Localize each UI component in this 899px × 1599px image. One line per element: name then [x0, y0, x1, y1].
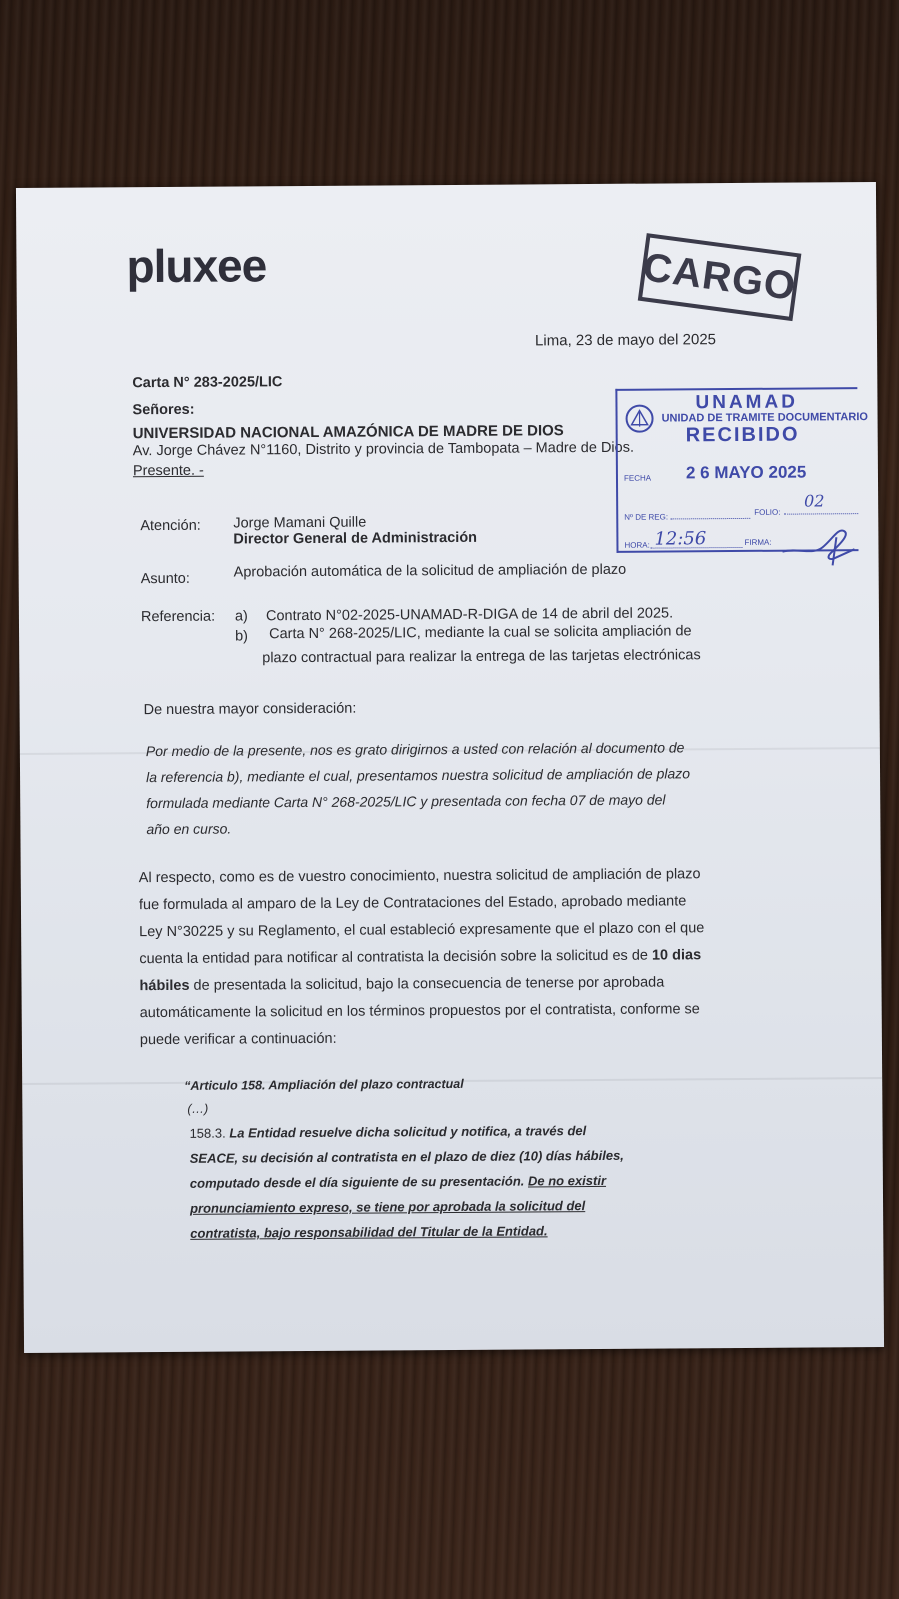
quote-number: 158.3.	[189, 1125, 230, 1141]
paragraph-line: formulada mediante Carta N° 268-2025/LIC y presentada con fecha 07 de mayo del	[146, 791, 666, 812]
quote-line	[190, 1167, 690, 1195]
paragraph-line: fue formulada al amparo de la Ley de Contrataciones del Estado, aprobado mediante	[138, 893, 687, 914]
greeting: De nuestra mayor consideración:	[143, 700, 357, 719]
salutation-to: Señores:	[132, 401, 195, 419]
paragraph-line: Por medio de la presente, nos es grato dirigirnos a usted con relación al documento de	[145, 739, 685, 760]
stamp-dotted-line	[670, 518, 750, 520]
quote-ellipsis: (…)	[187, 1101, 209, 1116]
stamp-folio-label: FOLIO:	[754, 507, 781, 517]
attention-label: Atención:	[140, 517, 201, 535]
stamp-hora-label: HORA:	[624, 540, 650, 550]
stamp-dotted-line	[784, 513, 858, 515]
reference-marker: a)	[234, 608, 248, 625]
stamp-title: UNAMAD	[695, 391, 798, 414]
paragraph-line: automáticamente la solicitud en los términos propuestos por el contratista, conforme se	[139, 1001, 700, 1022]
subject-label: Asunto:	[140, 570, 190, 588]
quote-title: “Articulo 158. Ampliación del plazo contractual	[184, 1076, 464, 1093]
quote-line: pronunciamiento expreso, se tiene por aprobada la solicitud del	[190, 1198, 586, 1216]
stamp-status: RECIBIDO	[685, 423, 800, 447]
paragraph-line: puede verificar a continuación:	[139, 1030, 337, 1049]
attention-title: Director General de Administración	[233, 529, 478, 548]
letter-paper	[16, 182, 884, 1353]
paragraph-line	[139, 969, 744, 1000]
paragraph-line: la referencia b), mediante el cual, presentamos nuestra solicitud de ampliación de plazo	[146, 765, 691, 786]
reference-text: Carta N° 268-2025/LIC, mediante la cual se solicita ampliación de	[269, 623, 692, 643]
reference-label: Referencia:	[140, 608, 216, 626]
paragraph-text: cuenta la entidad para notificar al contratista la decisión sobre la solicitud es de	[139, 947, 653, 968]
quote-underlined: De no existir	[527, 1172, 607, 1189]
stamp-hora-value: 12:56	[654, 528, 707, 550]
quote-line: SEACE, su decisión al contratista en el plazo de diez (10) días hábiles,	[189, 1147, 624, 1166]
quote-text: La Entidad resuelve dicha solicitud y notifica, a través del	[229, 1123, 587, 1141]
stamp-folio-value: 02	[804, 491, 825, 511]
paragraph-line: Al respecto, como es de vuestro conocimiento, nuestra solicitud de ampliación de plazo	[138, 866, 701, 887]
paragraph-line	[139, 942, 744, 973]
highlight-days: 10 dias	[651, 947, 702, 964]
letter-number: Carta N° 283-2025/LIC	[132, 374, 283, 392]
institution-address: Av. Jorge Chávez N°1160, Distrito y provincia de Tambopata – Madre de Dios.	[132, 439, 635, 460]
signature-icon	[778, 517, 858, 568]
stamp-reg-label: Nº DE REG:	[624, 512, 669, 522]
subject-text: Aprobación automática de la solicitud de ampliación de plazo	[233, 561, 627, 581]
presente-line: Presente. -	[132, 462, 204, 480]
recibido-stamp	[615, 387, 868, 553]
paragraph-1	[146, 734, 737, 842]
paragraph-text: de presentada la solicitud, bajo la consecuencia de tenerse por aprobada	[189, 974, 665, 994]
quote-body	[189, 1117, 690, 1245]
stamp-fecha-label: FECHA	[623, 473, 652, 483]
institution-name: UNIVERSIDAD NACIONAL AMAZÓNICA DE MADRE DE DIOS	[132, 422, 564, 443]
stamp-firma-label: FIRMA:	[744, 537, 772, 547]
reference-marker: b)	[235, 628, 249, 645]
pluxee-logo: pluxee	[126, 239, 267, 293]
paragraph-2	[139, 861, 745, 1054]
quote-line	[189, 1117, 689, 1145]
reference-text: Contrato N°02-2025-UNAMAD-R-DIGA de 14 de abril del 2025.	[265, 605, 674, 625]
reference-continuation: plazo contractual para realizar la entrega de las tarjetas electrónicas	[262, 647, 701, 667]
cargo-stamp: CARGO	[638, 233, 802, 321]
attention-name: Jorge Mamani Quille	[233, 514, 367, 532]
paragraph-line: Ley N°30225 y su Reglamento, el cual estableció expresamente que el plazo con el que	[139, 920, 705, 941]
crest-icon	[623, 403, 655, 435]
quote-line: contratista, bajo responsabilidad del Titular de la Entidad.	[190, 1223, 548, 1241]
highlight-habiles: hábiles	[139, 977, 190, 995]
quote-text: computado desde el día siguiente de su presentación.	[189, 1173, 529, 1191]
stamp-unit: UNIDAD DE TRAMITE DOCUMENTARIO	[661, 411, 868, 425]
stamp-fecha-value: 2 6 MAYO 2025	[685, 462, 807, 483]
letter-date: Lima, 23 de mayo del 2025	[534, 331, 717, 350]
paragraph-line: año en curso.	[146, 820, 232, 838]
